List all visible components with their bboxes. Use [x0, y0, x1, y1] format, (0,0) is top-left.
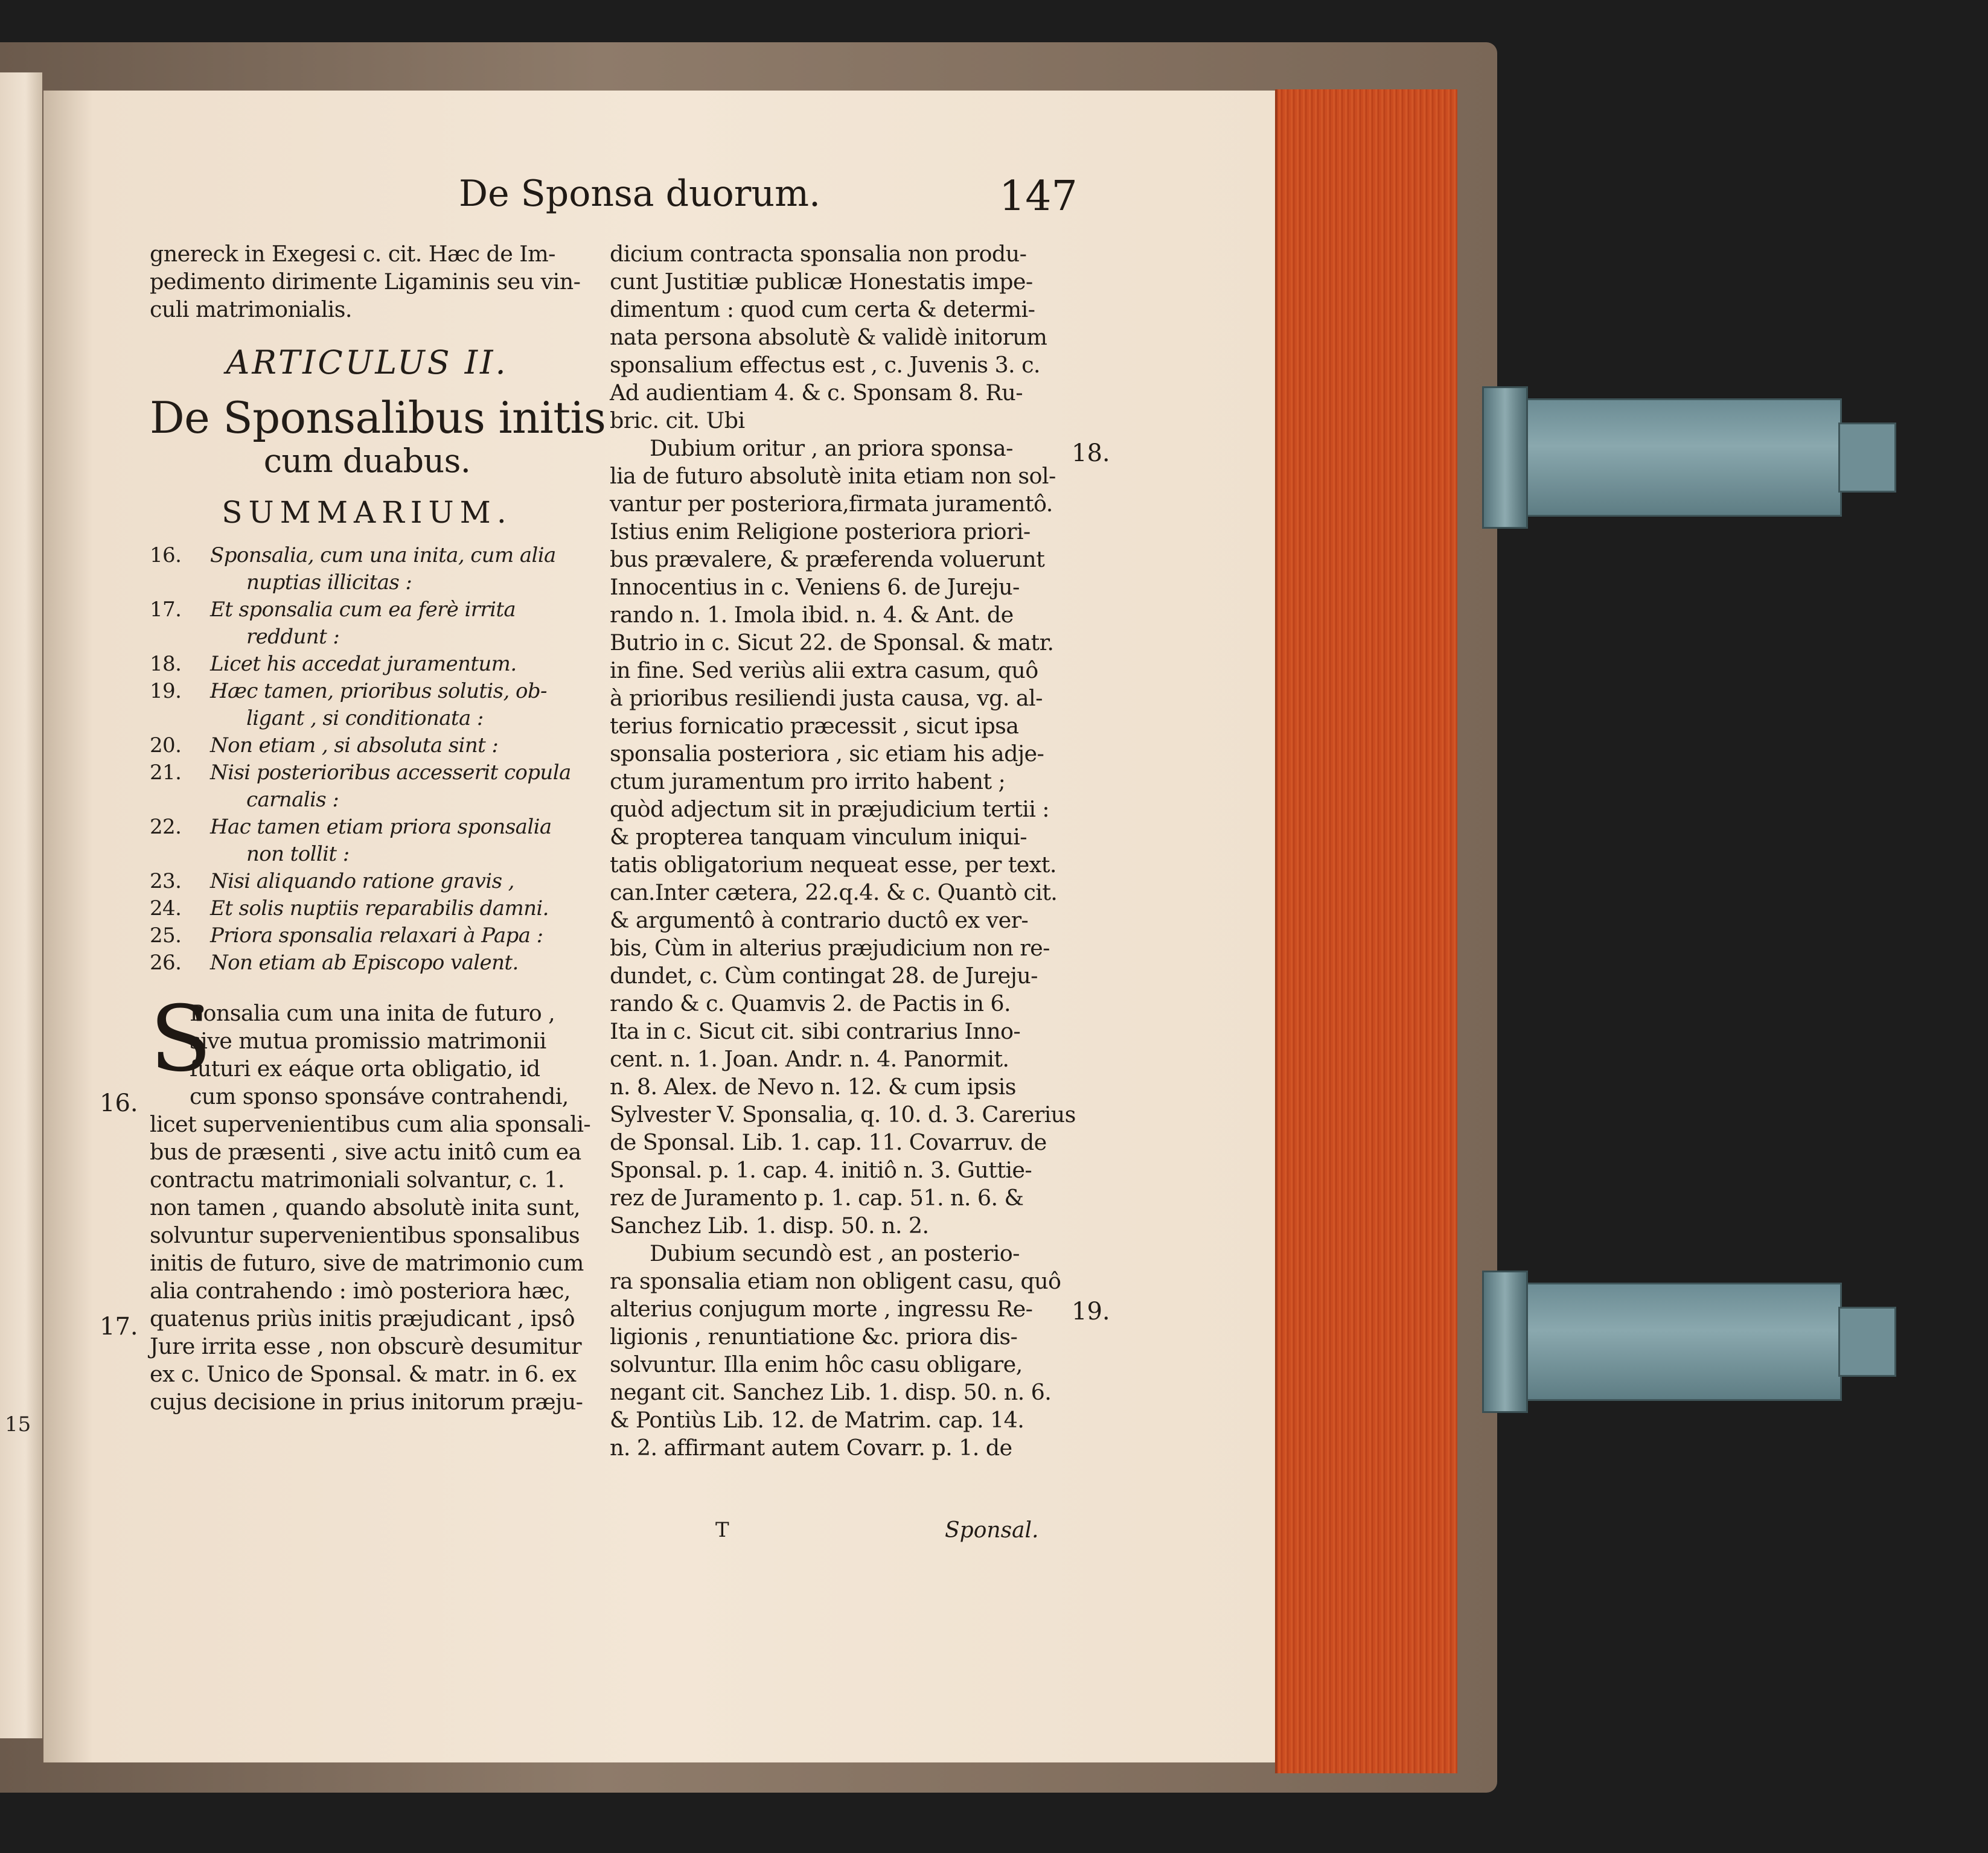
text-line: Ad audientiam 4. & c. Sponsam 8. Ru- [610, 380, 1023, 406]
text-line: sponsalium effectus est , c. Juvenis 3. c. [610, 352, 1040, 378]
text-line: à prioribus resiliendi justa causa, vg. al- [610, 685, 1043, 711]
text-line: dimentum : quod cum certa & determi- [610, 296, 1035, 322]
text-line: Jure irrita esse , non obscurè desumitur [150, 1333, 581, 1359]
summary-number: 20. [150, 733, 182, 757]
text-line: Sanchez Lib. 1. disp. 50. n. 2. [610, 1213, 929, 1239]
text-line: alterius conjugum morte , ingressu Re- [610, 1296, 1033, 1322]
text-line: & Pontiùs Lib. 12. de Matrim. cap. 14. [610, 1407, 1024, 1433]
margin-number-18: 18. [1072, 439, 1110, 467]
text-line: quatenus priùs initis præjudicant , ipsô [150, 1306, 575, 1332]
text-line: quòd adjectum sit in præjudicium tertii : [610, 796, 1049, 822]
clasp-tip [1838, 423, 1896, 493]
text-line: Istius enim Religione posteriora priori- [610, 518, 1031, 544]
text-line: initis de futuro, sive de matrimonio cum [150, 1250, 584, 1276]
text-line: can.Inter cætera, 22.q.4. & c. Quantò cit. [610, 879, 1058, 905]
text-line: ctum juramentum pro irrito habent ; [610, 768, 1006, 794]
text-line: cum sponso sponsáve contrahendi, [190, 1083, 569, 1109]
summary-text: Nisi posterioribus accesserit copula [210, 761, 571, 785]
text-line: Dubium secundò est , an posterio- [650, 1240, 1020, 1266]
summary-item [150, 678, 584, 732]
text-line: & argumentô à contrario ductô ex ver- [610, 907, 1029, 933]
summary-item [150, 732, 584, 759]
margin-number-19: 19. [1072, 1298, 1110, 1325]
body-paragraph [150, 987, 584, 1111]
text-line: dicium contracta sponsalia non produ- [610, 241, 1027, 267]
text-line: Butrio in c. Sicut 22. de Sponsal. & matr. [610, 630, 1054, 655]
text-line: dundet, c. Cùm contingat 28. de Jureju- [610, 963, 1038, 989]
right-column [610, 240, 1076, 1462]
summary-item [150, 814, 584, 868]
summary-item [150, 759, 584, 814]
summary-number: 24. [150, 896, 182, 920]
summary-text-cont: reddunt : [246, 625, 340, 649]
clasp-plate [1500, 398, 1842, 517]
summary-item [150, 922, 584, 949]
lower-clasp [1482, 1271, 1905, 1409]
upper-clasp [1482, 386, 1905, 525]
summary-text: Et sponsalia cum ea ferè irrita [210, 598, 516, 622]
left-page-margin-number: 15 [5, 1412, 31, 1437]
text-line: nata persona absolutè & validè initorum [610, 324, 1047, 350]
page-number: 147 [999, 173, 1078, 220]
text-line: sive mutua promissio matrimonii [190, 1028, 546, 1054]
summary-text: Hac tamen etiam priora sponsalia [210, 815, 552, 839]
summary-item [150, 596, 584, 651]
text-line: n. 8. Alex. de Nevo n. 12. & cum ipsis [610, 1074, 1016, 1100]
text-line: terius fornicatio præcessit , sicut ipsa [610, 713, 1019, 739]
text-line: tatis obligatorium nequeat esse, per text. [610, 852, 1056, 878]
left-column [150, 240, 606, 1416]
summary-text: Sponsalia, cum una inita, cum alia [210, 543, 556, 567]
clasp-plate [1500, 1283, 1842, 1401]
text-line: sponsalia posteriora , sic etiam his adje- [610, 741, 1044, 767]
text-line: de Sponsal. Lib. 1. cap. 11. Covarruv. de [610, 1129, 1047, 1155]
text-line: culi matrimonialis. [150, 296, 352, 322]
text-line: & propterea tanquam vinculum iniqui- [610, 824, 1027, 850]
summary-item [150, 949, 584, 977]
signature-mark: T [715, 1518, 729, 1542]
summary-heading: SUMMARIUM. [222, 495, 513, 530]
summary-item [150, 542, 584, 596]
summary-number: 18. [150, 652, 182, 676]
running-header: De Sponsa duorum. [459, 173, 821, 215]
summary-text: Et solis nuptiis reparabilis damni. [210, 896, 549, 920]
article-title: De Sponsalibus initis [150, 392, 606, 443]
text-line: Sponsal. p. 1. cap. 4. initiô n. 3. Guttie- [610, 1157, 1032, 1183]
summary-number: 23. [150, 869, 182, 893]
left-page-edge [0, 72, 42, 1738]
text-line: Innocentius in c. Veniens 6. de Jureju- [610, 574, 1020, 600]
margin-number-16: 16. [100, 1089, 138, 1117]
text-line: alia contrahendo : imò posteriora hæc, [150, 1278, 571, 1304]
summary-number: 26. [150, 951, 182, 975]
text-line: rez de Juramento p. 1. cap. 51. n. 6. & [610, 1185, 1024, 1211]
text-line: cent. n. 1. Joan. Andr. n. 4. Panormit. [610, 1046, 1009, 1072]
text-line: cujus decisione in prius initorum præju- [150, 1389, 583, 1415]
page-edge-red [1275, 89, 1457, 1773]
text-line: ligionis , renuntiatione &c. priora dis- [610, 1324, 1018, 1350]
summary-text-cont: nuptias illicitas : [246, 570, 412, 595]
summary-number: 21. [150, 761, 182, 785]
drop-capital: S [150, 987, 212, 1092]
text-line: rando n. 1. Imola ibid. n. 4. & Ant. de [610, 602, 1014, 628]
text-line: bus prævalere, & præferenda voluerunt [610, 546, 1045, 572]
summary-item [150, 868, 584, 895]
summary-number: 19. [150, 679, 182, 703]
summary-text: Non etiam ab Episcopo valent. [210, 951, 519, 975]
text-line: contractu matrimoniali solvantur, c. 1. [150, 1167, 564, 1193]
text-line: Ponsalia cum una inita de futuro , [190, 1000, 555, 1026]
text-line: n. 2. affirmant autem Covarr. p. 1. de [610, 1435, 1012, 1461]
text-line: ra sponsalia etiam non obligent casu, quô [610, 1268, 1061, 1294]
text-line: Sylvester V. Sponsalia, q. 10. d. 3. Carerius [610, 1102, 1076, 1127]
summary-number: 25. [150, 923, 182, 948]
article-heading: ARTICULUS II. [226, 343, 508, 381]
article-subtitle: cum duabus. [263, 442, 471, 480]
summary-text: Licet his accedat juramentum. [210, 652, 517, 676]
summary-text-cont: carnalis : [246, 788, 339, 812]
summary-text: Priora sponsalia relaxari à Papa : [210, 923, 543, 948]
clasp-hinge [1482, 1271, 1528, 1413]
text-line: rando & c. Quamvis 2. de Pactis in 6. [610, 990, 1011, 1016]
text-line: futuri ex eáque orta obligatio, id [190, 1056, 540, 1082]
summary-item [150, 651, 584, 678]
text-line: Dubium oritur , an priora sponsa- [650, 435, 1013, 461]
summary-number: 17. [150, 598, 182, 622]
text-line: gnereck in Exegesi c. cit. Hæc de Im- [150, 241, 555, 267]
text-line: in fine. Sed veriùs alii extra casum, quô [610, 657, 1038, 683]
margin-number-17: 17. [100, 1313, 138, 1341]
text-line: Ita in c. Sicut cit. sibi contrarius Inno- [610, 1018, 1021, 1044]
text-line: vantur per posteriora,firmata juramentô. [610, 491, 1053, 517]
summary-number: 16. [150, 543, 182, 567]
text-line: negant cit. Sanchez Lib. 1. disp. 50. n. 6. [610, 1379, 1052, 1405]
text-line: bus de præsenti , sive actu initô cum ea [150, 1139, 581, 1165]
text-line: lia de futuro absolutè inita etiam non sol- [610, 463, 1056, 489]
text-line: solvuntur. Illa enim hôc casu obligare, [610, 1351, 1023, 1377]
summary-text: Non etiam , si absoluta sint : [210, 733, 499, 757]
text-line: bis, Cùm in alterius præjudicium non re- [610, 935, 1050, 961]
summary-number: 22. [150, 815, 182, 839]
summary-item [150, 895, 584, 922]
text-line: pedimento dirimente Ligaminis seu vin- [150, 269, 581, 295]
text-line: non tamen , quando absolutè inita sunt, [150, 1194, 581, 1220]
text-line: ex c. Unico de Sponsal. & matr. in 6. ex [150, 1361, 577, 1387]
catchword: Sponsal. [945, 1518, 1039, 1543]
text-line: solvuntur supervenientibus sponsalibus [150, 1222, 580, 1248]
summary-text-cont: ligant , si conditionata : [246, 706, 484, 730]
clasp-tip [1838, 1307, 1896, 1377]
text-line: licet supervenientibus cum alia sponsali- [150, 1111, 591, 1137]
text-line: bric. cit. Ubi [610, 407, 745, 433]
text-line: cunt Justitiæ publicæ Honestatis impe- [610, 269, 1033, 295]
clasp-hinge [1482, 386, 1528, 529]
summary-text: Hæc tamen, prioribus solutis, ob- [210, 679, 547, 703]
summary-text-cont: non tollit : [246, 842, 350, 866]
summary-text: Nisi aliquando ratione gravis , [210, 869, 514, 893]
